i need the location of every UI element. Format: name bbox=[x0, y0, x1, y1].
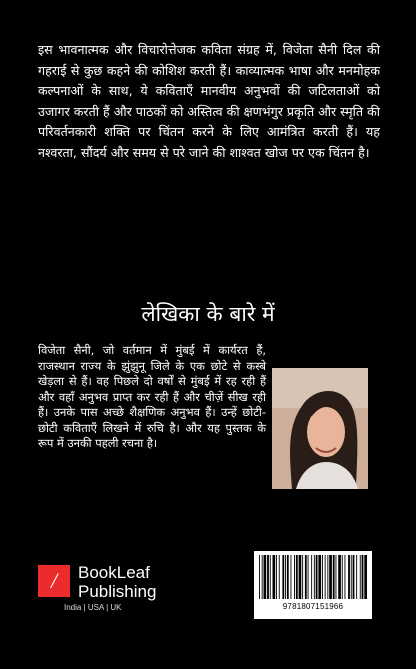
isbn-barcode bbox=[254, 551, 372, 619]
publisher-name bbox=[78, 563, 156, 601]
about-author-heading: लेखिका के बारे में bbox=[141, 302, 275, 326]
publisher-regions: India | USA | UK bbox=[64, 603, 122, 612]
publisher-name-line2: Publishing bbox=[78, 582, 157, 601]
author-portrait-image bbox=[272, 368, 368, 489]
isbn-number: 9781807151966 bbox=[282, 602, 344, 611]
author-photo bbox=[272, 368, 368, 489]
publisher-logo bbox=[36, 563, 186, 623]
barcode-bars bbox=[258, 555, 368, 599]
author-bio: विजेता सैनी, जो वर्तमान में मुंबई में कार्यरत हैं, राजस्थान राज्य के झुंझुनू जिले के एक छोटे से कस्बे खेड़ला से हैं। वह पिछले दो वर्षों से मुंबई में रह रही हैं और वहाँ अनुभव प्राप्त कर रही हैं और चीज़ें सीख रही हैं। उनके पास अच्छे शैक्षणिक अनुभव हैं। उन्हें छोटी-छोटी कविताएँ लिखने में रुचि है। और यह पुस्तक के रूप में उनकी पहली रचना है। bbox=[38, 343, 266, 450]
back-cover-blurb: इस भावनात्मक और विचारोत्तेजक कविता संग्रह में, विजेता सैनी दिल की गहराई से कुछ कहने की कोशिश करती हैं। काव्यात्मक भाषा और मनमोहक कल्पनाओं के साथ, ये कविताएँ मानवीय अनुभवों की जटिलताओं को उजागर करती हैं और पाठकों को अस्तित्व की क्षणभंगुर प्रकृति और स्मृति की परिवर्तनकारी शक्ति पर चिंतन करने के लिए आमंत्रित करती हैं। यह नश्वरता, सौंदर्य और समय से परे जाने की शाश्वत खोज पर एक चिंतन है। bbox=[38, 42, 380, 160]
publisher-name-line1: BookLeaf bbox=[78, 563, 150, 582]
bookleaf-mark-icon: / bbox=[38, 565, 70, 597]
